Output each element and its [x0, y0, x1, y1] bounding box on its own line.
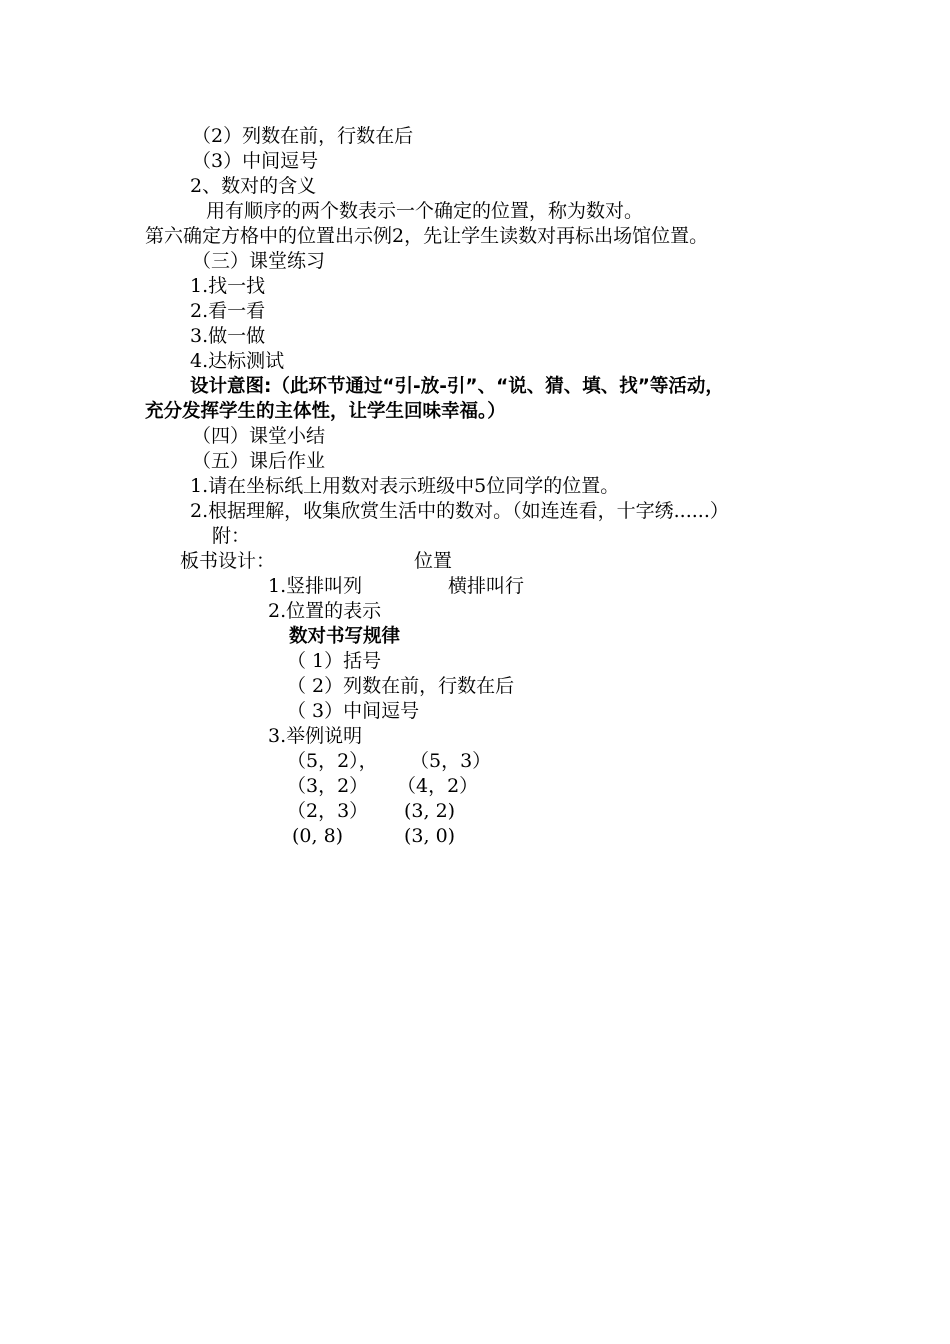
board-example: (3, 0)	[404, 825, 456, 847]
board-rule-title: 数对书写规律	[289, 626, 401, 647]
text-line: 2、数对的含义	[190, 175, 317, 197]
text-line: 第六确定方格中的位置出示例2，先让学生读数对再标出场馆位置。	[145, 225, 709, 247]
board-rule: （ 3）中间逗号	[287, 700, 420, 722]
design-intent-line: 充分发挥学生的主体性，让学生回味幸福。）	[145, 401, 506, 422]
text-line: （2）列数在前，行数在后	[192, 125, 414, 147]
board-rule: （ 2）列数在前，行数在后	[287, 675, 515, 697]
board-example: （3，2）	[287, 775, 369, 797]
text-line: 附：	[212, 525, 251, 547]
board-item: 3.举例说明	[268, 725, 363, 747]
board-example: （4，2）	[397, 775, 479, 797]
text-line: 1.请在坐标纸上用数对表示班级中5位同学的位置。	[190, 475, 620, 497]
text-line: 用有顺序的两个数表示一个确定的位置，称为数对。	[206, 200, 644, 222]
text-line: （三）课堂练习	[192, 250, 326, 272]
board-item: 横排叫行	[448, 575, 525, 597]
board-example: （5，3）	[410, 750, 492, 772]
text-line: 3.做一做	[190, 325, 266, 347]
text-line: 4.达标测试	[190, 350, 285, 372]
board-item: 2.位置的表示	[268, 600, 382, 622]
board-title: 位置	[414, 550, 453, 572]
board-design-label: 板书设计：	[180, 550, 276, 572]
board-example: （5，2），	[287, 750, 378, 772]
text-line: 2.根据理解，收集欣赏生活中的数对。（如连连看，十字绣......）	[190, 500, 729, 522]
board-rule: （ 1）括号	[287, 650, 382, 672]
board-example: (0, 8)	[292, 825, 344, 847]
text-line: （五）课后作业	[192, 450, 326, 472]
board-item: 1.竖排叫列	[268, 575, 363, 597]
board-example: (3, 2)	[404, 800, 456, 822]
text-line: （四）课堂小结	[192, 425, 326, 447]
text-line: 1.找一找	[190, 275, 266, 297]
text-line: 2.看一看	[190, 300, 266, 322]
text-line: （3）中间逗号	[192, 150, 319, 172]
design-intent-line: 设计意图:（此环节通过“引-放-引”、“说、猜、填、找”等活动，	[190, 376, 724, 397]
board-example: （2，3）	[287, 800, 369, 822]
